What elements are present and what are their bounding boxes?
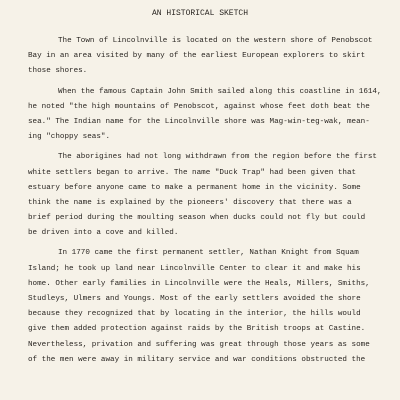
text-line: home. Other early families in Lincolnville were the Heals, Millers, Smiths, xyxy=(28,279,370,288)
paragraph xyxy=(28,85,382,146)
document-body xyxy=(28,34,382,368)
text-line: estuary before anyone came to make a permanent home in the vicinity. Some xyxy=(28,183,361,192)
text-line: The Town of Lincolnville is located on the western shore of Penobscot xyxy=(58,37,373,45)
text-line: ing "choppy seas". xyxy=(28,133,111,142)
text-line: sea." The Indian name for the Lincolnville shore was Mag-win-teg-wak, mean- xyxy=(28,117,370,126)
paragraph xyxy=(28,246,372,368)
paragraph xyxy=(28,150,377,241)
text-line: those shores. xyxy=(28,67,88,76)
text-line: Studleys, Ulmers and Youngs. Most of the early settlers avoided the shore xyxy=(28,295,361,303)
text-line: he noted "the high mountains of Penobscot, against whose feet doth beat the xyxy=(28,102,370,111)
text-line: Nevertheless, privation and suffering was great through those years as some xyxy=(28,340,370,349)
text-line: In 1770 came the first permanent settler, Nathan Knight from Squam xyxy=(58,249,359,258)
text-line: think the name is explained by the pioneers' discovery that there was a xyxy=(28,198,352,207)
text-line: The aborigines had not long withdrawn from the region before the first xyxy=(58,153,377,162)
text-line: give them added protection against raids by the British troops at Castine. xyxy=(28,325,366,334)
text-line: brief period during the moulting season when ducks could not fly but could xyxy=(28,214,366,223)
text-line: Bay in an area visited by many of the earliest European explorers to skirt xyxy=(28,52,366,61)
paragraph xyxy=(28,34,372,80)
text-line: of the men were away in military service and war conditions obstructed the xyxy=(28,355,366,364)
text-line: When the famous Captain John Smith sailed along this coastline in 1614, xyxy=(58,87,382,96)
document-title: AN HISTORICAL SKETCH xyxy=(151,9,248,18)
text-line: because they recognized that by locating in the interior, the hills would xyxy=(28,310,361,319)
text-line: Island; he took up land near Lincolnville Center to clear it and make his xyxy=(28,264,361,273)
text-line: be driven into a cove and killed. xyxy=(28,229,179,238)
text-line: white settlers began to arrive. The name "Duck Trap" had been given that xyxy=(28,168,357,177)
